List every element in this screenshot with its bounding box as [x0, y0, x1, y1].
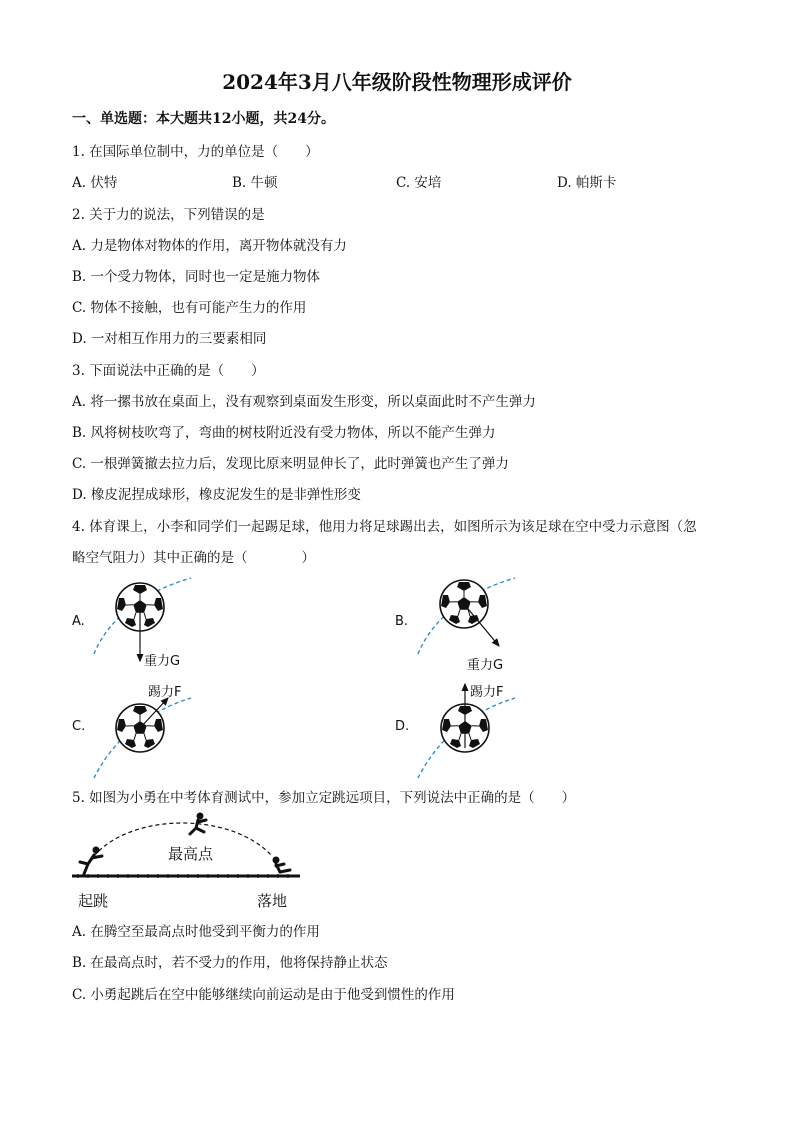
q5-option-c: C. 小勇起跳后在空中能够继续向前运动是由于他受到惯性的作用	[72, 987, 455, 1003]
q4-figure-c	[86, 690, 196, 790]
q5-option-a: A. 在腾空至最高点时他受到平衡力的作用	[72, 924, 320, 940]
q4-option-d-letter: D.	[395, 719, 410, 734]
q3-stem: 3. 下面说法中正确的是（ ）	[72, 363, 265, 379]
q3-option-a: A. 将一摞书放在桌面上，没有观察到桌面发生形变，所以桌面此时不产生弹力	[72, 394, 536, 410]
q2-option-b: B. 一个受力物体，同时也一定是施力物体	[72, 269, 321, 285]
q1-option-a: A. 伏特	[72, 175, 118, 191]
q5-label-land: 落地	[257, 892, 288, 910]
q4-figure-d	[410, 690, 520, 790]
page-title: 2024年3月八年级阶段性物理形成评价	[222, 70, 572, 94]
q1-option-c: C. 安培	[396, 175, 442, 191]
q5-option-b: B. 在最高点时，若不受力的作用，他将保持静止状态	[72, 955, 388, 971]
q1-option-b: B. 牛顿	[232, 175, 278, 191]
q4-stem-line2: 略空气阻力）其中正确的是（ ）	[72, 550, 315, 566]
q4-option-c-letter: C.	[72, 719, 86, 734]
q5-stem: 5. 如图为小勇在中考体育测试中，参加立定跳远项目，下列说法中正确的是（ ）	[72, 790, 576, 806]
section-heading: 一、单选题：本大题共12小题，共24分。	[72, 111, 335, 127]
q3-option-d: D. 橡皮泥捏成球形，橡皮泥发生的是非弹性形变	[72, 487, 361, 503]
q4-a-gravity-label: 重力G	[144, 654, 181, 669]
jumper-land-icon	[273, 857, 291, 873]
q2-option-c: C. 物体不接触，也有可能产生力的作用	[72, 300, 307, 316]
q4-stem-line1: 4. 体育课上，小李和同学们一起踢足球，他用力将足球踢出去，如图所示为该足球在空中受力示意图（忽	[72, 519, 697, 535]
q3-option-c: C. 一根弹簧撤去拉力后，发现比原来明显伸长了，此时弹簧也产生了弹力	[72, 456, 509, 472]
q2-option-a: A. 力是物体对物体的作用，离开物体就没有力	[72, 238, 347, 254]
q3-option-b: B. 风将树枝吹弯了，弯曲的树枝附近没有受力物体，所以不能产生弹力	[72, 425, 496, 441]
q4-b-gravity-label: 重力G	[467, 658, 504, 673]
q5-label-start: 起跳	[78, 892, 109, 910]
q1-option-d: D. 帕斯卡	[557, 175, 617, 191]
jumper-start-icon	[80, 847, 102, 875]
q4-option-a-letter: A.	[72, 614, 85, 629]
q4-figure-b	[410, 574, 520, 674]
q4-option-b-letter: B.	[395, 614, 409, 629]
q2-option-d: D. 一对相互作用力的三要素相同	[72, 331, 267, 347]
q1-stem: 1. 在国际单位制中，力的单位是（ ）	[72, 144, 319, 160]
q5-label-top: 最高点	[168, 845, 214, 863]
q4-d-kick-label: 踢力F	[470, 685, 504, 700]
q4-c-kick-label: 踢力F	[148, 685, 182, 700]
q2-stem: 2. 关于力的说法，下列错误的是	[72, 207, 265, 223]
